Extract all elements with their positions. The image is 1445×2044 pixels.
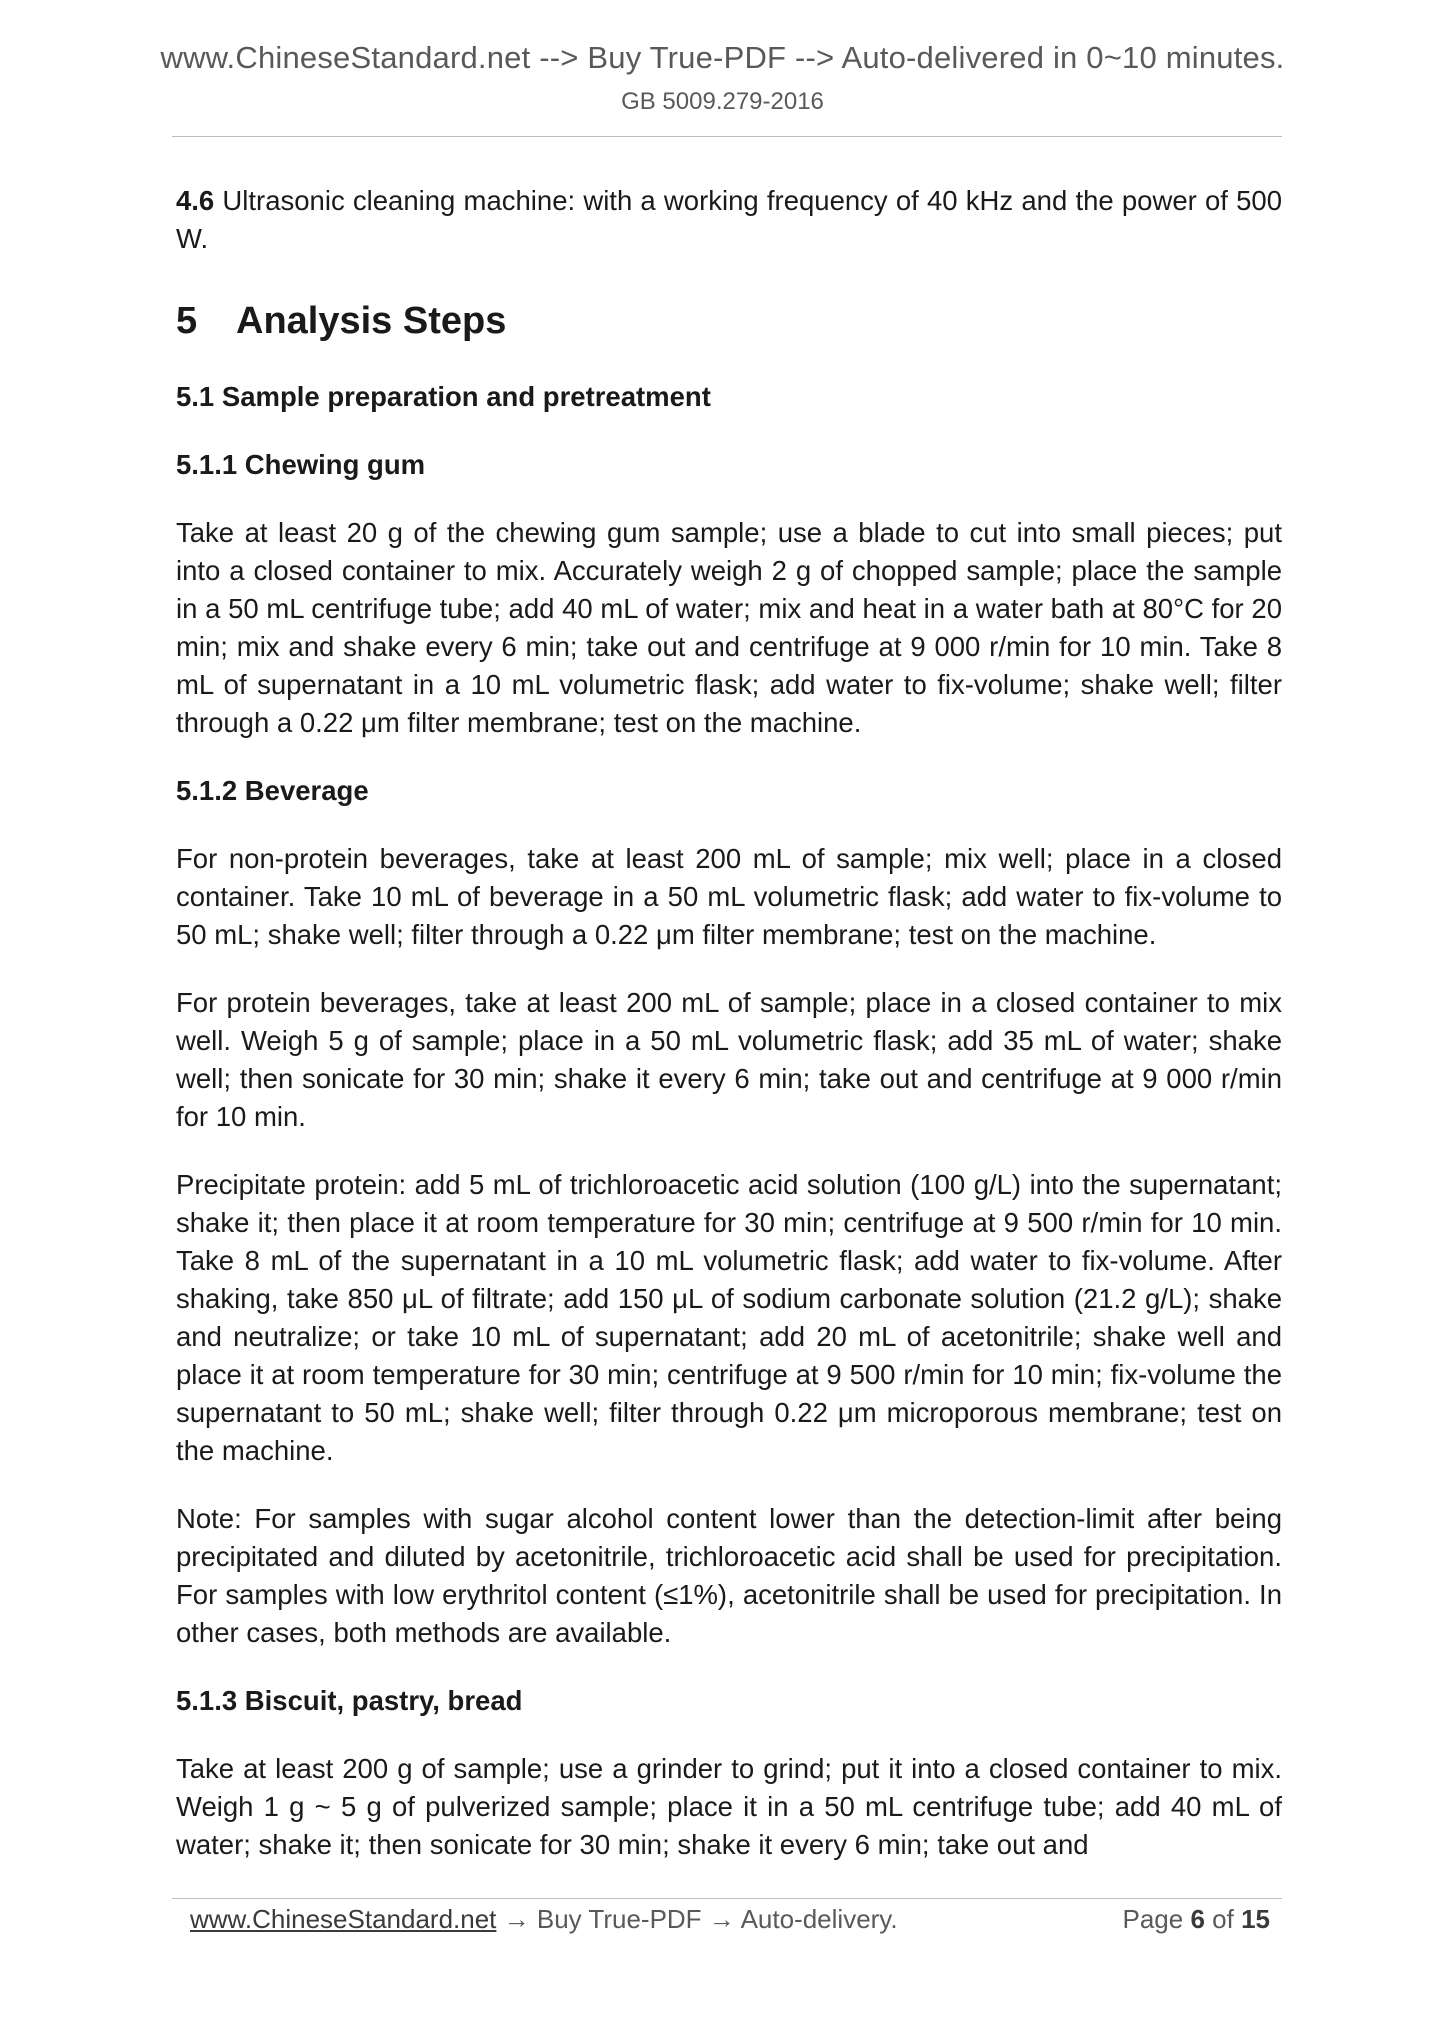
footer-left xyxy=(190,1904,898,1935)
paragraph-beverage-nonprotein: For non-protein beverages, take at least 200 mL of sample; mix well; place in a closed container. Take 10 mL of beverage in a 50 mL volumetric flask; add water to fix-volume to 50 mL; shake well; filter through a 0.22 μm filter membrane; test on the machine. xyxy=(176,843,1282,950)
page-content xyxy=(176,182,1282,1894)
page-footer xyxy=(190,1904,1270,1935)
of-word: of xyxy=(1212,1904,1234,1934)
header-divider xyxy=(172,136,1282,137)
footer-link[interactable]: www.ChineseStandard.net xyxy=(190,1904,497,1934)
section-5-heading xyxy=(176,298,1282,344)
clause-4-6-number: 4.6 xyxy=(176,185,215,216)
page-word: Page xyxy=(1122,1904,1184,1934)
page-indicator xyxy=(1122,1904,1270,1935)
clause-4-6 xyxy=(176,182,1282,258)
header-banner: www.ChineseStandard.net --> Buy True-PDF --> Auto-delivered in 0~10 minutes. xyxy=(160,40,1285,75)
page-number: 6 xyxy=(1190,1904,1205,1934)
paragraph-precipitate-protein: Precipitate protein: add 5 mL of trichloroacetic acid solution (100 g/L) into the supernatant; shake it; then place it at room temperature for 30 min; centrifuge at 9 500 r/min for 10 min. Take 8 mL of the supernatant in a 10 mL volumetric flask; add water to fix-volume. After shaking, take 850 μL of filtrate; add 150 μL of sodium carbonate solution (21.2 g/L); shake and neutralize; or take 10 mL of supernatant; add 20 mL of acetonitrile; shake well and place it at room temperature for 30 min; centrifuge at 9 500 r/min for 10 min; fix-volume the supernatant to 50 mL; shake well; filter through 0.22 μm microporous membrane; test on the machine. xyxy=(176,1169,1282,1466)
section-5-number: 5 xyxy=(176,300,198,342)
paragraph-note: Note: For samples with sugar alcohol content lower than the detection-limit after being precipitated and diluted by acetonitrile, trichloroacetic acid shall be used for precipitation. For samples with low erythritol content (≤1%), acetonitrile shall be used for precipitation. In other cases, both methods are available. xyxy=(176,1503,1282,1648)
heading-5-1-1: 5.1.1 Chewing gum xyxy=(176,449,426,480)
paragraph-beverage-protein: For protein beverages, take at least 200 mL of sample; place in a closed container to mix well. Weigh 5 g of sample; place in a 50 mL volumetric flask; add 35 mL of water; shake well; then sonicate for 30 min; shake it every 6 min; take out and centrifuge at 9 000 r/min for 10 min. xyxy=(176,987,1282,1132)
paragraph-biscuit: Take at least 200 g of sample; use a grinder to grind; put it into a closed container to mix. Weigh 1 g ~ 5 g of pulverized sample; place it in a 50 mL centrifuge tube; add 40 mL of water; shake it; then sonicate for 30 min; shake it every 6 min; take out and xyxy=(176,1753,1282,1860)
standard-number: GB 5009.279-2016 xyxy=(621,88,824,115)
heading-5-1-3: 5.1.3 Biscuit, pastry, bread xyxy=(176,1685,523,1716)
footer-tail: → Buy True-PDF → Auto-delivery. xyxy=(496,1904,898,1934)
heading-5-1-2: 5.1.2 Beverage xyxy=(176,775,369,806)
paragraph-chewing-gum: Take at least 20 g of the chewing gum sample; use a blade to cut into small pieces; put into a closed container to mix. Accurately weigh 2 g of chopped sample; place the sample in a 50 mL centrifuge tube; add 40 mL of water; mix and heat in a water bath at 80°C for 20 min; mix and shake every 6 min; take out and centrifuge at 9 000 r/min for 10 min. Take 8 mL of supernatant in a 10 mL volumetric flask; add water to fix-volume; shake well; filter through a 0.22 μm filter membrane; test on the machine. xyxy=(176,517,1282,738)
footer-divider xyxy=(172,1898,1282,1899)
page-total: 15 xyxy=(1241,1904,1270,1934)
clause-4-6-text: Ultrasonic cleaning machine: with a working frequency of 40 kHz and the power of 500 W. xyxy=(176,185,1282,254)
heading-5-1: 5.1 Sample preparation and pretreatment xyxy=(176,381,711,412)
section-5-title: Analysis Steps xyxy=(236,300,507,342)
